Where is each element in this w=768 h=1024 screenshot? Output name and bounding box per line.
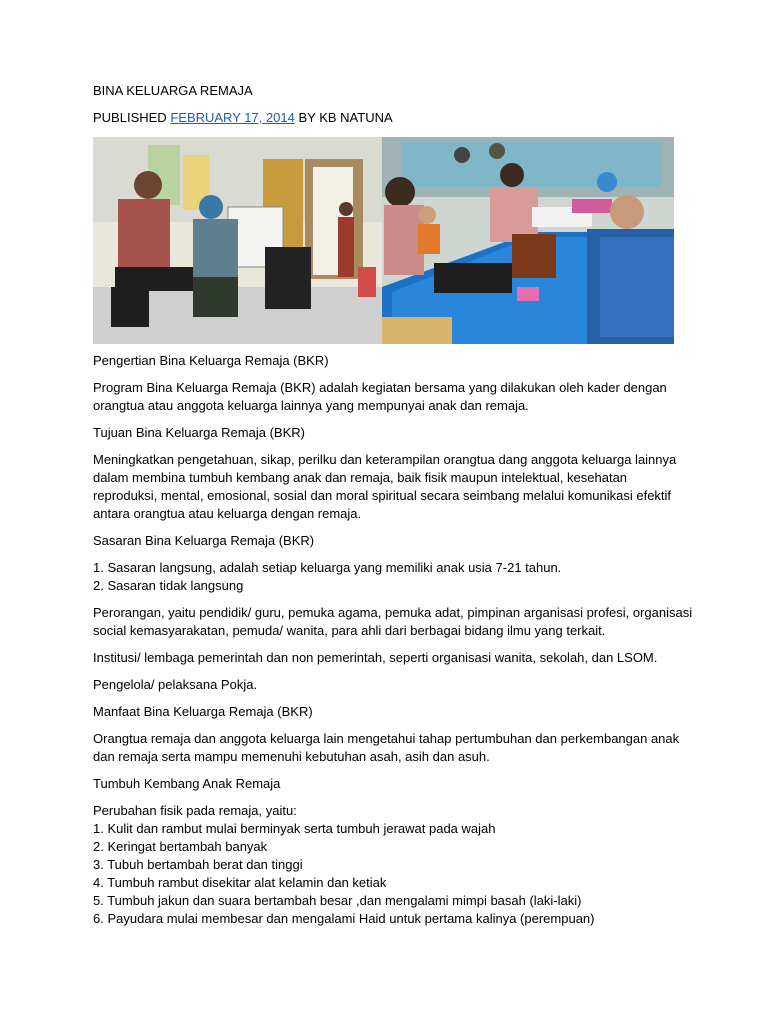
list-item: 6. Payudara mulai membesar dan mengalami Haid untuk pertama kalinya (perempuan)	[93, 911, 595, 926]
list-item: 3. Tubuh bertambah berat dan tinggi	[93, 857, 303, 872]
perubahan-list	[93, 802, 693, 928]
tujuan-heading: Tujuan Bina Keluarga Remaja (BKR)	[93, 425, 305, 440]
pengelola-paragraph: Pengelola/ pelaksana Pokja.	[93, 677, 258, 692]
list-item: 5. Tumbuh jakun dan suara bertambah besar ,dan mengalami mimpi basah (laki-laki)	[93, 893, 582, 908]
post-title: BINA KELUARGA REMAJA	[93, 83, 253, 98]
list-item: 1. Kulit dan rambut mulai berminyak serta tumbuh jerawat pada wajah	[93, 821, 496, 836]
post-date-link[interactable]: FEBRUARY 17, 2014	[170, 110, 295, 125]
manfaat-paragraph: Orangtua remaja dan anggota keluarga lain mengetahui tahap pertumbuhan dan perkembangan anak dan remaja serta mampu memenuhi kebutuhan asah, asih dan asuh.	[93, 731, 680, 764]
post-meta	[93, 109, 693, 127]
pengertian-paragraph: Program Bina Keluarga Remaja (BKR) adalah kegiatan bersama yang dilakukan oleh kader dengan orangtua atau anggota keluarga lainnya yang mempunyai anak dan remaja.	[93, 380, 667, 413]
manfaat-heading: Manfaat Bina Keluarga Remaja (BKR)	[93, 704, 313, 719]
list-item: 4. Tumbuh rambut disekitar alat kelamin dan ketiak	[93, 875, 387, 890]
photo-gallery	[93, 137, 674, 344]
tujuan-paragraph: Meningkatkan pengetahuan, sikap, perilku dan keterampilan orangtua dang anggota keluarga lainnya dalam membina tumbuh kembang anak dan remaja, baik fisik maupun intelektual, kesehatan reproduksi, mental, emosional, sosial dan moral spiritual secara seimbang melalui komunikasi efektif antara orangtua atau keluarga dengan remaja.	[93, 452, 677, 521]
photo-speaker[interactable]	[93, 137, 382, 344]
post-content	[93, 82, 693, 928]
perorangan-paragraph: Perorangan, yaitu pendidik/ guru, pemuka agama, pemuka adat, pimpinan arganisasi profesi, organisasi social kemasyarakatan, pemuda/ wanita, para ahli dari berbagai bidang ilmu yang terkait.	[93, 605, 693, 638]
tumbuh-heading: Tumbuh Kembang Anak Remaja	[93, 776, 281, 791]
sasaran-list	[93, 559, 693, 595]
sasaran-heading: Sasaran Bina Keluarga Remaja (BKR)	[93, 533, 315, 548]
pengertian-heading: Pengertian Bina Keluarga Remaja (BKR)	[93, 353, 329, 368]
published-label: PUBLISHED	[93, 110, 167, 125]
list-item: 2. Keringat bertambah banyak	[93, 839, 268, 854]
institusi-paragraph: Institusi/ lembaga pemerintah dan non pemerintah, seperti organisasi wanita, sekolah, dan LSOM.	[93, 650, 658, 665]
list-intro: Perubahan fisik pada remaja, yaitu:	[93, 803, 297, 818]
author-label: BY KB NATUNA	[298, 110, 393, 125]
list-item: 1. Sasaran langsung, adalah setiap keluarga yang memiliki anak usia 7-21 tahun.	[93, 560, 562, 575]
photo-service-table[interactable]	[382, 137, 674, 344]
list-item: 2. Sasaran tidak langsung	[93, 578, 244, 593]
